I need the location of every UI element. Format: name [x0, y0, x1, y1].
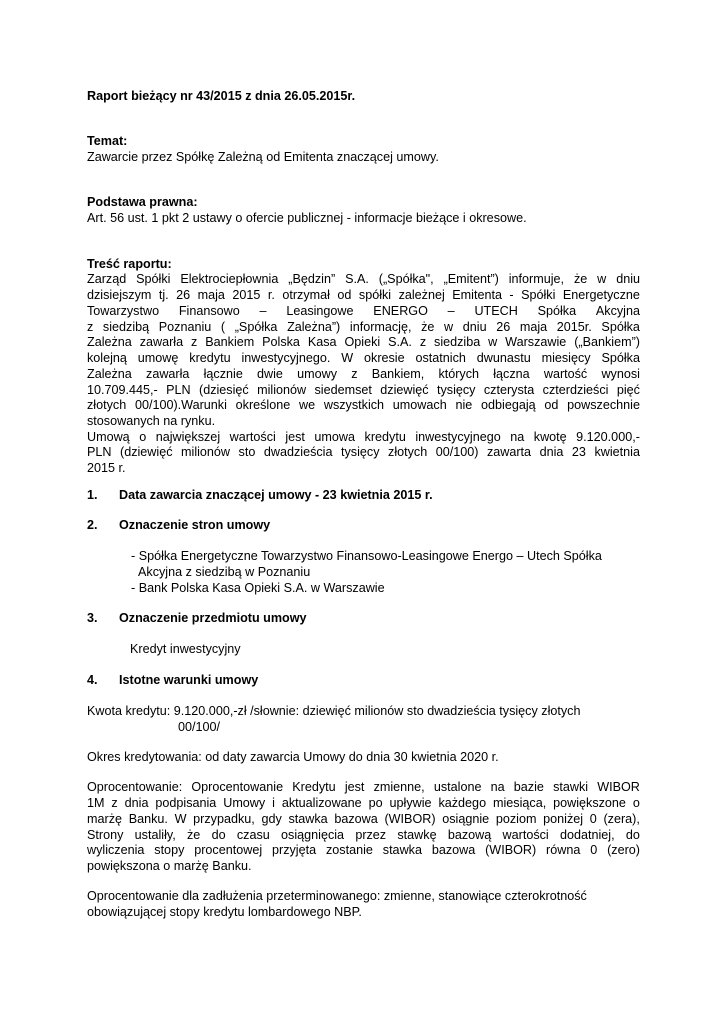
- content-line: dzisiejszym tj. 26 maja 2015 r. otrzymał od spółki zależnej Emitenta - Spółki Energetyczne: [87, 288, 640, 302]
- section-2-title: Oznaczenie stron umowy: [119, 518, 271, 532]
- content-line: 10.709.445,- PLN (dziesięć milionów siedemset dziewięć tysięcy czterysta czterdzieści pięć: [87, 383, 640, 397]
- section-2-number: 2.: [87, 518, 98, 532]
- content-line: z siedzibą Poznaniu ( „Spółka Zależna”) informację, że w dniu 26 maja 2015r. Spółka: [87, 320, 640, 334]
- content-line: Towarzystwo Finansowo – Leasingowe ENERGO – UTECH Spółka Akcyjna: [87, 304, 640, 318]
- party-item: - Bank Polska Kasa Opieki S.A. w Warszawie: [131, 581, 385, 595]
- interest-line: wyliczenia stopy procentowej przyjęta zostanie stawka bazowa (WIBOR) równa 0 (zero): [87, 843, 640, 857]
- legal-basis-text: Art. 56 ust. 1 pkt 2 ustawy o ofercie publicznej - informacje bieżące i okresowe.: [87, 211, 527, 225]
- section-3-title: Oznaczenie przedmiotu umowy: [119, 611, 307, 625]
- overdue-interest-line: Oprocentowanie dla zadłużenia przeterminowanego: zmienne, stanowiące czterokrotność: [87, 889, 587, 903]
- loan-period: Okres kredytowania: od daty zawarcia Umowy do dnia 30 kwietnia 2020 r.: [87, 750, 499, 764]
- overdue-interest-line: obowiązującej stopy kredytu lombardowego NBP.: [87, 905, 362, 919]
- section-3-number: 3.: [87, 611, 98, 625]
- legal-basis-label: Podstawa prawna:: [87, 195, 198, 209]
- report-title: Raport bieżący nr 43/2015 z dnia 26.05.2015r.: [87, 89, 356, 103]
- content-line: Zależna zawarła z Bankiem Polska Kasa Opieki S.A. z siedziba w Warszawie („Bankiem”): [87, 335, 640, 349]
- content-line: kolejną umowę kredytu inwestycyjnego. W okresie ostatnich dwunastu miesięcy Spółka: [87, 351, 640, 365]
- interest-line: powiększona o marżę Banku.: [87, 859, 252, 873]
- topic-text: Zawarcie przez Spółkę Zależną od Emitenta znaczącej umowy.: [87, 150, 439, 164]
- topic-label: Temat:: [87, 134, 128, 148]
- loan-amount-line: 00/100/: [178, 720, 221, 734]
- interest-line: marżę Banku. W przypadku, gdy stawka bazowa (WIBOR) osiągnie poziom poniżej 0 (zera),: [87, 812, 640, 826]
- party-item: Akcyjna z siedzibą w Poznaniu: [138, 565, 311, 579]
- content-line: stosowanych na rynku.: [87, 414, 216, 428]
- content-line: Zależna zawarła łącznie dwie umowy z Bankiem, których łączna wartość wynosi: [87, 367, 640, 381]
- section-1-title: Data zawarcia znaczącej umowy - 23 kwietnia 2015 r.: [119, 488, 433, 502]
- content-line: złotych 00/100).Warunki określone we wszystkich umowach nie odbiegają od powszechnie: [87, 398, 640, 412]
- section-4-title: Istotne warunki umowy: [119, 673, 259, 687]
- interest-line: Strony ustaliły, że do czasu osiągnięcia przez stawkę bazową wartości dodatniej, do: [87, 828, 640, 842]
- section-1-number: 1.: [87, 488, 98, 502]
- loan-amount-line: Kwota kredytu: 9.120.000,-zł /słownie: dziewięć milionów sto dwadzieścia tysięcy złotych: [87, 704, 581, 718]
- content-line: Umową o największej wartości jest umowa kredytu inwestycyjnego na kwotę 9.120.000,-: [87, 430, 640, 444]
- content-line: PLN (dziewięć milionów sto dwadzieścia tysięcy złotych 00/100) zawarta dnia 23 kwietnia: [87, 445, 640, 459]
- content-line: 2015 r.: [87, 461, 126, 475]
- content-line: Zarząd Spółki Elektrociepłownia „Będzin” S.A. („Spółka", „Emitent”) informuje, że w dniu: [87, 272, 640, 286]
- section-4-number: 4.: [87, 673, 98, 687]
- content-label: Treść raportu:: [87, 257, 172, 271]
- interest-line: Oprocentowanie: Oprocentowanie Kredytu jest zmienne, ustalone na bazie stawki WIBOR: [87, 780, 640, 794]
- party-item: - Spółka Energetyczne Towarzystwo Finansowo-Leasingowe Energo – Utech Spółka: [131, 549, 602, 563]
- interest-line: 1M z dnia podpisania Umowy i aktualizowane po upływie każdego miesiąca, powiększone o: [87, 796, 640, 810]
- section-3-text: Kredyt inwestycyjny: [130, 642, 241, 656]
